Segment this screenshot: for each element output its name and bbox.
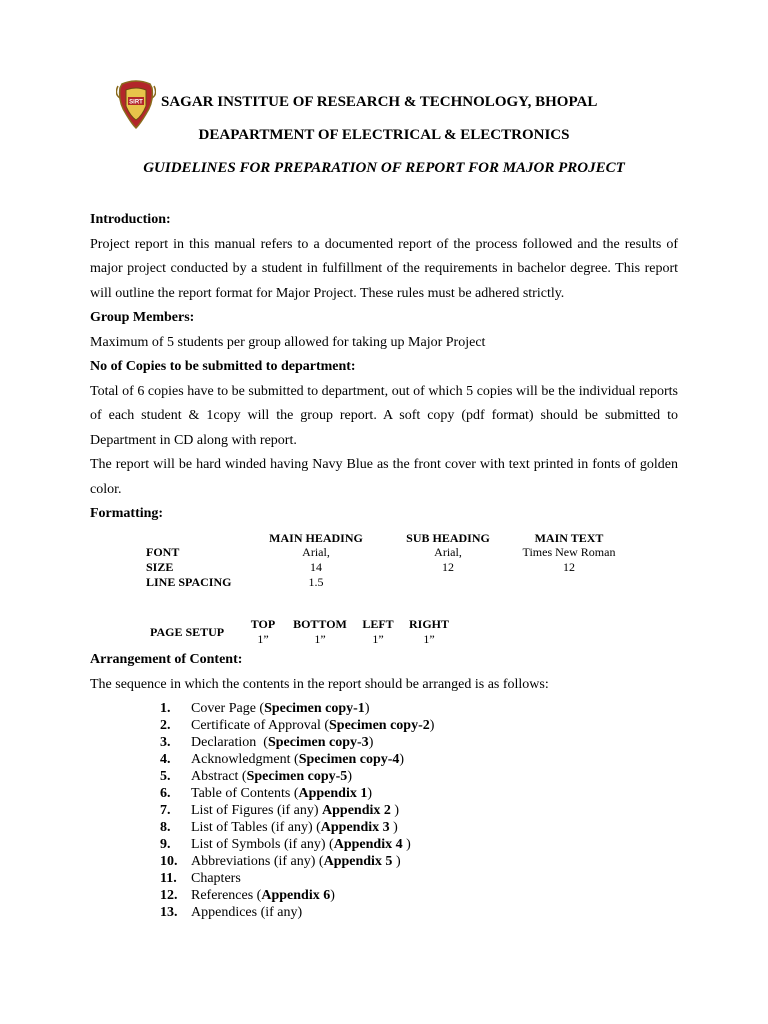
list-item-text: Certificate of Approval (Specimen copy-2) <box>191 718 435 733</box>
arrangement-intro: The sequence in which the contents in the report should be arranged is as follows: <box>90 676 549 692</box>
list-item-text: References (Appendix 6) <box>191 888 335 903</box>
page-setup-right-header: RIGHT <box>408 617 449 631</box>
list-item-number: 4. <box>160 752 171 767</box>
list-item-number: 8. <box>160 820 171 835</box>
arrangement-section <box>90 648 678 697</box>
list-item-reference: Appendix 1 <box>298 786 368 801</box>
page-setup-label: PAGE SETUP <box>150 625 225 639</box>
list-item-text: Abstract (Specimen copy-5) <box>191 769 352 784</box>
font-sub-heading: Arial, <box>434 545 462 559</box>
page-setup-table <box>0 617 768 647</box>
list-item-text: Acknowledgment (Specimen copy-4) <box>191 752 405 767</box>
size-main-heading: 14 <box>310 560 322 574</box>
list-item-text: List of Symbols (if any) (Appendix 4 ) <box>191 837 411 852</box>
list-item-reference: Appendix 4 <box>333 837 403 852</box>
list-item-number: 2. <box>160 718 171 733</box>
list-item <box>160 870 434 887</box>
font-main-heading: Arial, <box>302 545 330 559</box>
group-members-heading: Group Members: <box>90 310 195 325</box>
list-item-reference: Specimen copy-1 <box>264 701 365 716</box>
list-item-text: Table of Contents (Appendix 1) <box>191 786 373 801</box>
institute-name: SAGAR INSTITUE OF RESEARCH & TECHNOLOGY, BHOPAL <box>161 94 598 110</box>
arrangement-heading: Arrangement of Content: <box>90 652 243 667</box>
list-item <box>160 700 434 717</box>
list-item-reference: Appendix 5 <box>323 854 393 869</box>
list-item-number: 9. <box>160 837 171 852</box>
list-item-text: Declaration (Specimen copy-3) <box>191 735 374 750</box>
list-item-number: 1. <box>160 701 171 716</box>
group-members-text: Maximum of 5 students per group allowed for taking up Major Project <box>90 334 486 350</box>
introduction-heading: Introduction: <box>90 212 171 227</box>
list-item <box>160 904 434 921</box>
row-label-line-spacing: LINE SPACING <box>146 575 232 589</box>
list-item-number: 3. <box>160 735 171 750</box>
list-item-number: 10. <box>160 854 178 869</box>
size-sub-heading: 12 <box>442 560 454 574</box>
list-item-number: 11. <box>160 871 177 886</box>
guidelines-title: GUIDELINES FOR PREPARATION OF REPORT FOR MAJOR PROJECT <box>143 160 625 176</box>
list-item-number: 7. <box>160 803 171 818</box>
formatting-heading: Formatting: <box>90 506 164 521</box>
page-setup-right-value: 1” <box>423 632 435 646</box>
col-header-main-heading: MAIN HEADING <box>269 531 363 545</box>
page-setup-left-header: LEFT <box>362 617 394 631</box>
list-item <box>160 785 434 802</box>
list-item <box>160 751 434 768</box>
list-item-text: List of Figures (if any) Appendix 2 ) <box>191 803 400 818</box>
list-item-reference: Appendix 3 <box>320 820 390 835</box>
introduction-text: Project report in this manual refers to a documented report of the process followed and the results of major project conducted by a student in fulfillment of the requirements in bachelor degree. This report will outline the report format for Major Project. These rules must be adhered strictly. <box>90 236 678 301</box>
list-item-text: Chapters <box>191 871 241 886</box>
list-item-text: List of Tables (if any) (Appendix 3 ) <box>191 820 398 835</box>
line-spacing-main-heading: 1.5 <box>308 575 324 589</box>
list-item <box>160 836 434 853</box>
page-setup-bottom-header: BOTTOM <box>293 617 347 631</box>
list-item <box>160 717 434 734</box>
list-item <box>160 768 434 785</box>
copies-heading: No of Copies to be submitted to department: <box>90 359 356 374</box>
cover-text: The report will be hard winded having Navy Blue as the front cover with text printed in fonts of golden color. <box>90 457 678 497</box>
list-item-text: Appendices (if any) <box>191 905 303 920</box>
list-item-number: 13. <box>160 905 178 920</box>
list-item-reference: Specimen copy-5 <box>246 769 348 784</box>
list-item <box>160 802 434 819</box>
list-item-reference: Appendix 2 <box>322 803 391 818</box>
contents-list <box>160 700 434 921</box>
list-item-number: 5. <box>160 769 171 784</box>
list-item-reference: Specimen copy-4 <box>298 752 400 767</box>
list-item-reference: Appendix 6 <box>261 888 331 903</box>
page-setup-top-header: TOP <box>250 617 276 631</box>
font-main-text: Times New Roman <box>522 545 616 559</box>
page-setup-top-value: 1” <box>257 632 269 646</box>
list-item-number: 12. <box>160 888 178 903</box>
row-label-font: FONT <box>146 545 180 559</box>
list-item <box>160 853 434 870</box>
page-setup-left-value: 1” <box>372 632 384 646</box>
list-item <box>160 734 434 751</box>
copies-text: Total of 6 copies have to be submitted to department, out of which 5 copies will be the individual reports of each student & 1copy will the group report. A soft copy (pdf format) should be submitted to Department in CD along with report. <box>90 383 678 448</box>
list-item-text: Abbreviations (if any) (Appendix 5 ) <box>191 854 401 869</box>
introduction-section <box>90 208 678 527</box>
size-main-text: 12 <box>563 560 575 574</box>
list-item-number: 6. <box>160 786 171 801</box>
col-header-main-text: MAIN TEXT <box>534 531 604 545</box>
logo-text: SIRT <box>129 99 143 106</box>
list-item <box>160 819 434 836</box>
list-item-reference: Specimen copy-3 <box>267 735 369 750</box>
department-name: DEAPARTMENT OF ELECTRICAL & ELECTRONICS <box>198 127 570 143</box>
col-header-sub-heading: SUB HEADING <box>406 531 490 545</box>
row-label-size: SIZE <box>146 560 174 574</box>
page-setup-bottom-value: 1” <box>314 632 326 646</box>
list-item-reference: Specimen copy-2 <box>329 718 430 733</box>
list-item <box>160 887 434 904</box>
institute-logo <box>116 80 156 132</box>
list-item-text: Cover Page (Specimen copy-1) <box>191 701 370 716</box>
formatting-table <box>0 529 768 589</box>
